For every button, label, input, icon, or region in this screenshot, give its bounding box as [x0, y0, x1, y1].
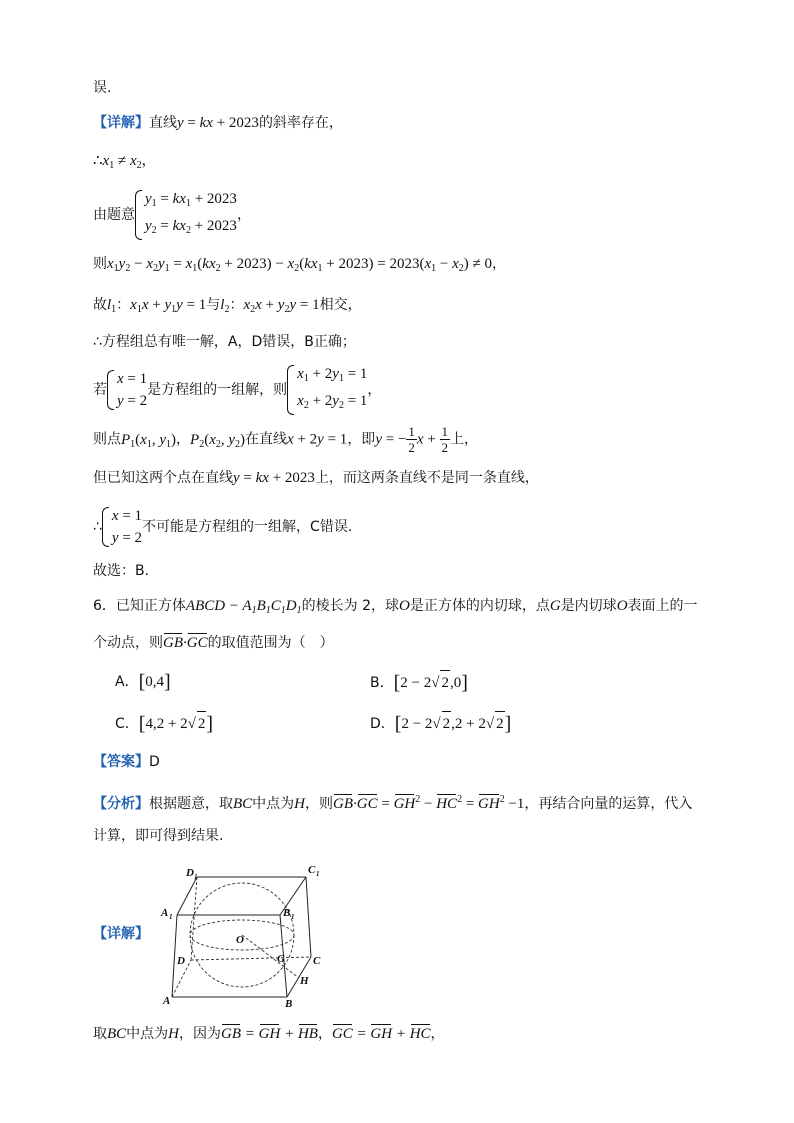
- question-6-line-2: 个动点，则GB·GC的取值范围为（ ）: [93, 635, 334, 651]
- analysis-tag: 【分析】: [93, 796, 149, 812]
- label-d1: D: [186, 867, 194, 879]
- svg-text:1: 1: [316, 870, 320, 878]
- detail-line-4: 则$x_1y_2 - x_2y_1 = x_1(kx_2 + 2023) - x_2(kx_1 + 2023) = 2023(x_1 - x_2) \ne 0$，: [93, 256, 507, 274]
- choice-line: 故选：B.: [93, 563, 150, 579]
- detail-last-line: 取BC中点为H，因为GB = GH + HB，GC = GH + HC，: [93, 1026, 445, 1042]
- detail-line-2: $\therefore x_1 \ne x_2$，: [93, 153, 156, 171]
- label-a: A: [163, 995, 171, 1007]
- label-b1: B: [283, 907, 291, 919]
- option-c: C．[4,2 + 2√ 2]: [115, 713, 214, 735]
- continued-text: 误.: [93, 80, 112, 96]
- question-6-line-1: 6．已知正方体ABCD − $A_1B_1C_1D_1$的棱长为 2，球O是正方体的内切球，点G是内切球O表面上的一: [93, 598, 698, 616]
- answer-value: D: [149, 754, 160, 770]
- label-b: B: [285, 998, 293, 1010]
- detail-line-8: 则点$P_1(x_1$, $y_1$)，$P_2(x_2$, $y_2$)在直线x + 2y = 1，即y = − $\frac{1}{2}$ x + $\frac{1}{2}$ 上，: [93, 424, 479, 455]
- label-g: G: [277, 953, 285, 965]
- svg-text:1: 1: [291, 913, 295, 921]
- detail-line-5: 故$l_1$：$x_1x + y_1y = 1$与$l_2$：$x_2x + y_2y = 1$相交，: [93, 297, 362, 315]
- svg-text:1: 1: [194, 873, 198, 881]
- detail-line-6: ∴方程组总有唯一解，A，D错误，B正确；: [93, 334, 356, 350]
- label-d: D: [177, 955, 185, 967]
- detail-line-10: ∴ x = 1 y = 2 不可能是方程组的一组解，C错误.: [93, 505, 352, 549]
- answer-line: [93, 752, 160, 772]
- option-a: A．[0,4]: [115, 671, 171, 693]
- option-b: B．[2 − 2√ 2,0]: [370, 672, 468, 694]
- detail-line-7: 若 x = 1 y = 2 是方程组的一组解，则 $x_1 + 2y_1 = 1$ $x_2 + 2y_2 = 1$ ，: [93, 363, 381, 417]
- detail-tag: 【详解】: [93, 115, 149, 131]
- detail-line-1: 【详解】直线y = kx + 2023的斜率存在，: [93, 115, 343, 131]
- svg-text:1: 1: [169, 913, 173, 921]
- cube-sphere-figure: [160, 860, 330, 1010]
- detail-line-9: 但已知这两个点在直线y = kx + 2023上，而这两条直线不是同一条直线，: [93, 470, 539, 486]
- option-d: D．[2 − 2√ 2,2 + 2√ 2]: [370, 713, 512, 735]
- label-h: H: [300, 975, 309, 987]
- label-c1: C: [308, 864, 316, 876]
- label-c: C: [313, 955, 321, 967]
- analysis-line-1: 【分析】根据题意，取BC中点为H，则$GB\cdot GC = GH^2 - HC^2 = GH^2 -1$，再结合向量的运算，代入: [93, 794, 693, 812]
- analysis-line-2: 计算，即可得到结果.: [93, 828, 224, 844]
- detail-line-3: 由题意 $y_1 = kx_1 + 2023$ $y_2 = kx_2 + 2023$ ，: [93, 188, 251, 242]
- label-o: O: [236, 934, 244, 946]
- answer-tag: 【答案】: [93, 754, 149, 770]
- detail-tag-2: 【详解】: [93, 926, 149, 942]
- label-a1: A: [161, 907, 169, 919]
